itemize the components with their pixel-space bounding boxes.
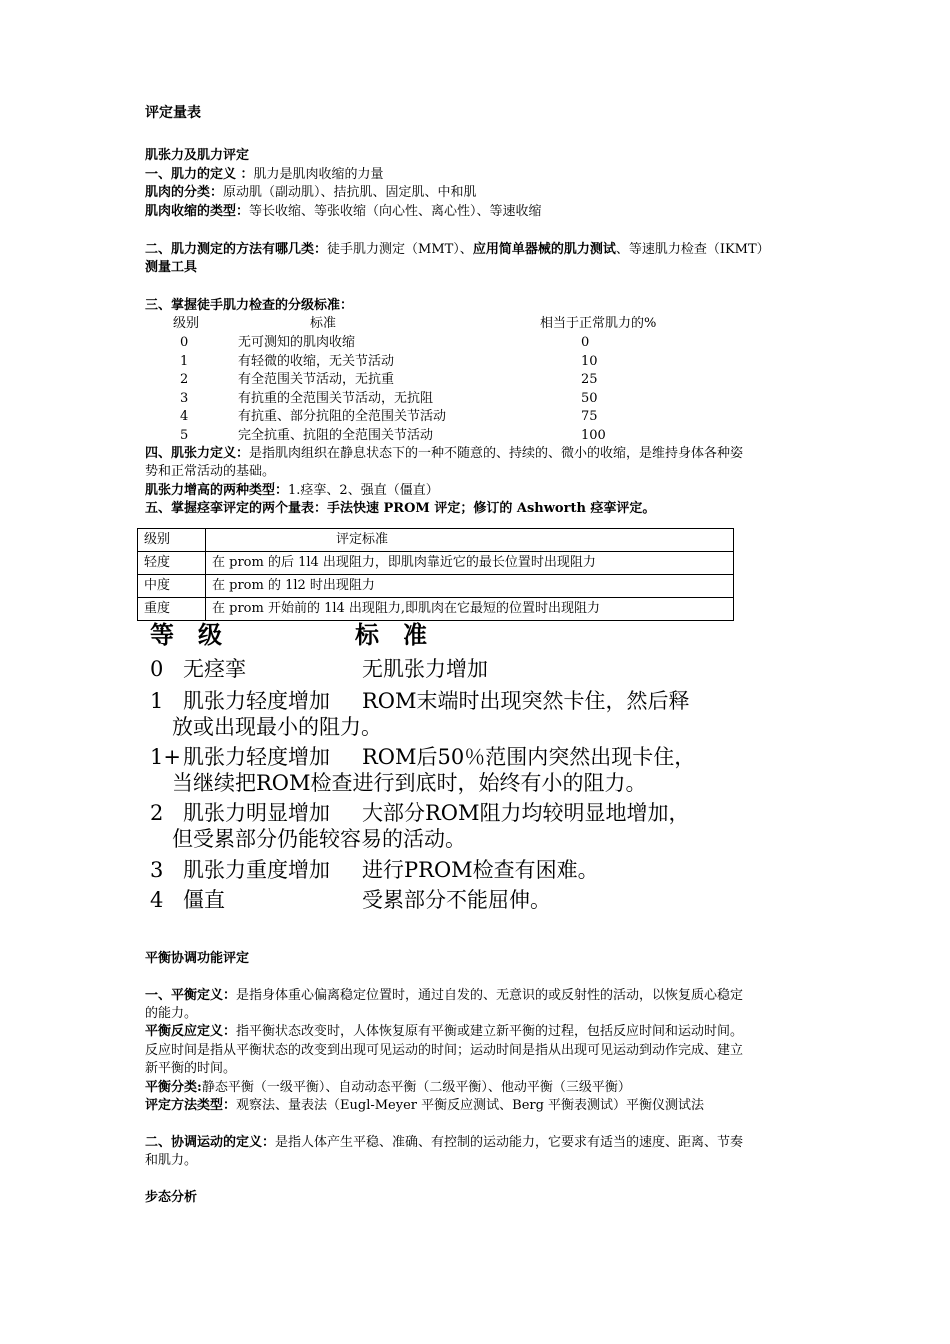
mmt-cell-grade: 3 bbox=[180, 390, 189, 406]
ashworth-standard: 无肌张力增加 bbox=[362, 657, 488, 681]
coordination-definition-cont: 和肌力。 bbox=[145, 1153, 198, 1168]
table-cell-criteria: 在 prom 的 1l2 时出现阻力 bbox=[206, 575, 734, 598]
mmt-cell-standard: 有抗重的全范围关节活动，无抗阻 bbox=[238, 390, 434, 406]
muscle-classification bbox=[145, 184, 477, 202]
mmt-cell-standard: 有抗重、部分抗阻的全范围关节活动 bbox=[238, 409, 447, 425]
balance-types-label: 平衡分类: bbox=[145, 1080, 202, 1095]
coordination-definition-text: 是指人体产生平稳、准确、有控制的运动能力，它要求有适当的速度、距离、节奏 bbox=[275, 1135, 744, 1150]
ashworth-standard: 受累部分不能屈伸。 bbox=[362, 888, 551, 912]
ashworth-grade-name: 肌张力重度增加 bbox=[183, 858, 330, 882]
ashworth-grade: 0 bbox=[150, 657, 164, 681]
mmt-cell-standard: 有轻微的收缩，无关节活动 bbox=[238, 353, 395, 369]
mmt-cell-percent: 50 bbox=[581, 390, 598, 406]
balance-reaction-text: 指平衡状态改变时，人体恢复原有平衡或建立新平衡的过程，包括反应时间和运动时间。 bbox=[236, 1024, 744, 1039]
contraction-types-text: 等长收缩、等张收缩（向心性、离心性）、等速收缩 bbox=[249, 204, 542, 219]
ashworth-grade: 2 bbox=[150, 801, 164, 825]
assessment-methods bbox=[145, 1097, 704, 1115]
mmt-cell-percent: 10 bbox=[581, 353, 598, 369]
mmt-cell-percent: 75 bbox=[581, 409, 598, 425]
table-row bbox=[138, 552, 734, 575]
ashworth-grade: 4 bbox=[150, 888, 164, 912]
strength-methods-text-a: 徒手肌力测定（MMT）、 bbox=[327, 242, 473, 257]
strength-definition-label: 一、肌力的定义 ： bbox=[145, 167, 254, 182]
assessment-methods-text: 观察法、量表法（Eugl-Meyer 平衡反应测试、Berg 平衡表测试）平衡仪测试法 bbox=[236, 1098, 705, 1113]
document-title: 评定量表 bbox=[145, 105, 201, 121]
ashworth-grade-name: 肌张力明显增加 bbox=[183, 801, 330, 825]
ashworth-standard: 进行PROM检查有困难。 bbox=[362, 858, 599, 882]
muscle-classification-label: 肌肉的分类： bbox=[145, 185, 224, 200]
table-row bbox=[0, 427, 950, 445]
contraction-types-label: 肌肉收缩的类型： bbox=[145, 204, 250, 219]
table-cell-grade: 轻度 bbox=[138, 552, 206, 575]
balance-reaction-cont: 反应时间是指从平衡状态的改变到出现可见运动的时间；运动时间是指从出现可见运动到动作完成、建立 bbox=[145, 1043, 744, 1058]
mmt-grading-heading: 三、掌握徒手肌力检查的分级标准： bbox=[145, 298, 354, 313]
balance-types-text: 静态平衡（一级平衡）、自动动态平衡（二级平衡）、他动平衡（三级平衡） bbox=[201, 1080, 631, 1095]
ashworth-header-grade: 等 级 bbox=[150, 620, 222, 649]
ashworth-grade-name: 肌张力轻度增加 bbox=[183, 689, 330, 713]
ashworth-grade: 3 bbox=[150, 858, 164, 882]
table-header-grade: 级别 bbox=[138, 529, 206, 552]
ashworth-grade-name: 无痉挛 bbox=[183, 657, 246, 681]
ashworth-grade: 1 bbox=[150, 689, 164, 713]
table-row bbox=[0, 408, 950, 426]
balance-definition bbox=[145, 987, 743, 1005]
contraction-types bbox=[145, 203, 542, 221]
table-cell-grade: 重度 bbox=[138, 598, 206, 621]
balance-reaction-cont2: 新平衡的时间。 bbox=[145, 1061, 237, 1076]
strength-definition-text: 肌力是肌肉收缩的力量 bbox=[253, 167, 384, 182]
table-cell-criteria: 在 prom 开始前的 1l4 出现阻力,即肌肉在它最短的位置时出现阻力 bbox=[206, 598, 734, 621]
balance-definition-cont: 的能力。 bbox=[145, 1006, 198, 1021]
section-heading-muscle: 肌张力及肌力评定 bbox=[145, 148, 250, 163]
ashworth-standard-cont: 放或出现最小的阻力。 bbox=[172, 715, 382, 739]
mmt-cell-standard: 完全抗重、抗阻的全范围关节活动 bbox=[238, 428, 434, 443]
spasm-scales-heading: 五、掌握痉挛评定的两个量表：手法快速 PROM 评定；修订的 Ashworth 痉挛评定。 bbox=[145, 501, 656, 516]
coordination-definition-label: 二、协调运动的定义： bbox=[145, 1135, 276, 1150]
tone-increase-types-text: 1.痉挛、2、强直（僵直） bbox=[288, 483, 439, 498]
strength-methods-text-c: 、等速肌力检查（IKMT） bbox=[615, 242, 770, 257]
table-header-row bbox=[138, 529, 734, 552]
section-heading-balance: 平衡协调功能评定 bbox=[145, 951, 250, 966]
mmt-table-header bbox=[0, 315, 950, 333]
mmt-cell-percent: 0 bbox=[581, 335, 590, 350]
ashworth-standard-cont: 但受累部分仍能较容易的活动。 bbox=[172, 827, 466, 851]
ashworth-standard: ROM后50％范围内突然出现卡住， bbox=[362, 745, 696, 769]
table-row bbox=[0, 390, 950, 408]
table-row bbox=[0, 353, 950, 371]
balance-definition-label: 一、平衡定义： bbox=[145, 988, 237, 1003]
assessment-methods-label: 评定方法类型： bbox=[145, 1098, 237, 1113]
tone-increase-types-label: 肌张力增高的两种类型： bbox=[145, 483, 289, 498]
table-row bbox=[0, 334, 950, 352]
ashworth-standard: ROM末端时出现突然卡住，然后释 bbox=[362, 689, 690, 713]
mmt-header-grade: 级别 bbox=[173, 316, 200, 331]
strength-methods-text-b: 应用简单器械的肌力测试 bbox=[472, 242, 616, 257]
table-cell-grade: 中度 bbox=[138, 575, 206, 598]
tone-definition bbox=[145, 445, 743, 463]
tone-definition-label: 四、肌张力定义： bbox=[145, 446, 250, 461]
strength-methods bbox=[145, 241, 770, 259]
balance-reaction-label: 平衡反应定义： bbox=[145, 1024, 237, 1039]
mmt-cell-grade: 5 bbox=[180, 428, 189, 443]
mmt-cell-grade: 0 bbox=[180, 335, 189, 350]
tone-definition-cont: 势和正常活动的基础。 bbox=[145, 464, 276, 479]
balance-definition-text: 是指身体重心偏离稳定位置时，通过自发的、无意识的或反射性的活动，以恢复质心稳定 bbox=[236, 988, 744, 1003]
mmt-cell-percent: 100 bbox=[581, 428, 606, 443]
mmt-header-standard: 标准 bbox=[310, 316, 337, 331]
mmt-cell-grade: 2 bbox=[180, 372, 189, 388]
table-header-criteria: 评定标准 bbox=[206, 529, 734, 552]
ashworth-standard: 大部分ROM阻力均较明显地增加， bbox=[362, 801, 690, 825]
ashworth-standard-cont: 当继续把ROM检查进行到底时，始终有小的阻力。 bbox=[172, 771, 647, 795]
ashworth-grade: 1+ bbox=[150, 745, 181, 769]
strength-definition bbox=[145, 166, 384, 184]
ashworth-grade-name: 僵直 bbox=[183, 888, 225, 912]
coordination-definition bbox=[145, 1134, 743, 1152]
table-row bbox=[138, 575, 734, 598]
table-row bbox=[0, 371, 950, 389]
mmt-cell-grade: 4 bbox=[180, 409, 189, 425]
tone-increase-types bbox=[145, 482, 439, 500]
mmt-cell-standard: 无可测知的肌肉收缩 bbox=[238, 335, 356, 350]
mmt-cell-grade: 1 bbox=[180, 353, 189, 369]
spasm-rating-table bbox=[137, 528, 734, 621]
table-row bbox=[138, 598, 734, 621]
strength-methods-label: 二、肌力测定的方法有哪几类： bbox=[145, 242, 328, 257]
muscle-classification-text: 原动肌（副动肌）、拮抗肌、固定肌、中和肌 bbox=[223, 185, 477, 200]
ashworth-header-standard: 标 准 bbox=[355, 620, 427, 649]
balance-types bbox=[145, 1079, 631, 1097]
mmt-cell-percent: 25 bbox=[581, 372, 598, 388]
mmt-header-percent: 相当于正常肌力的% bbox=[540, 316, 657, 331]
balance-reaction bbox=[145, 1023, 743, 1041]
tone-definition-text: 是指肌肉组织在静息状态下的一种不随意的、持续的、微小的收缩，是维持身体各种姿 bbox=[249, 446, 744, 461]
section-heading-gait: 步态分析 bbox=[145, 1190, 198, 1205]
measurement-tools: 测量工具 bbox=[145, 260, 198, 275]
mmt-cell-standard: 有全范围关节活动，无抗重 bbox=[238, 372, 395, 388]
ashworth-grade-name: 肌张力轻度增加 bbox=[183, 745, 330, 769]
table-cell-criteria: 在 prom 的后 1l4 出现阻力，即肌肉靠近它的最长位置时出现阻力 bbox=[206, 552, 734, 575]
